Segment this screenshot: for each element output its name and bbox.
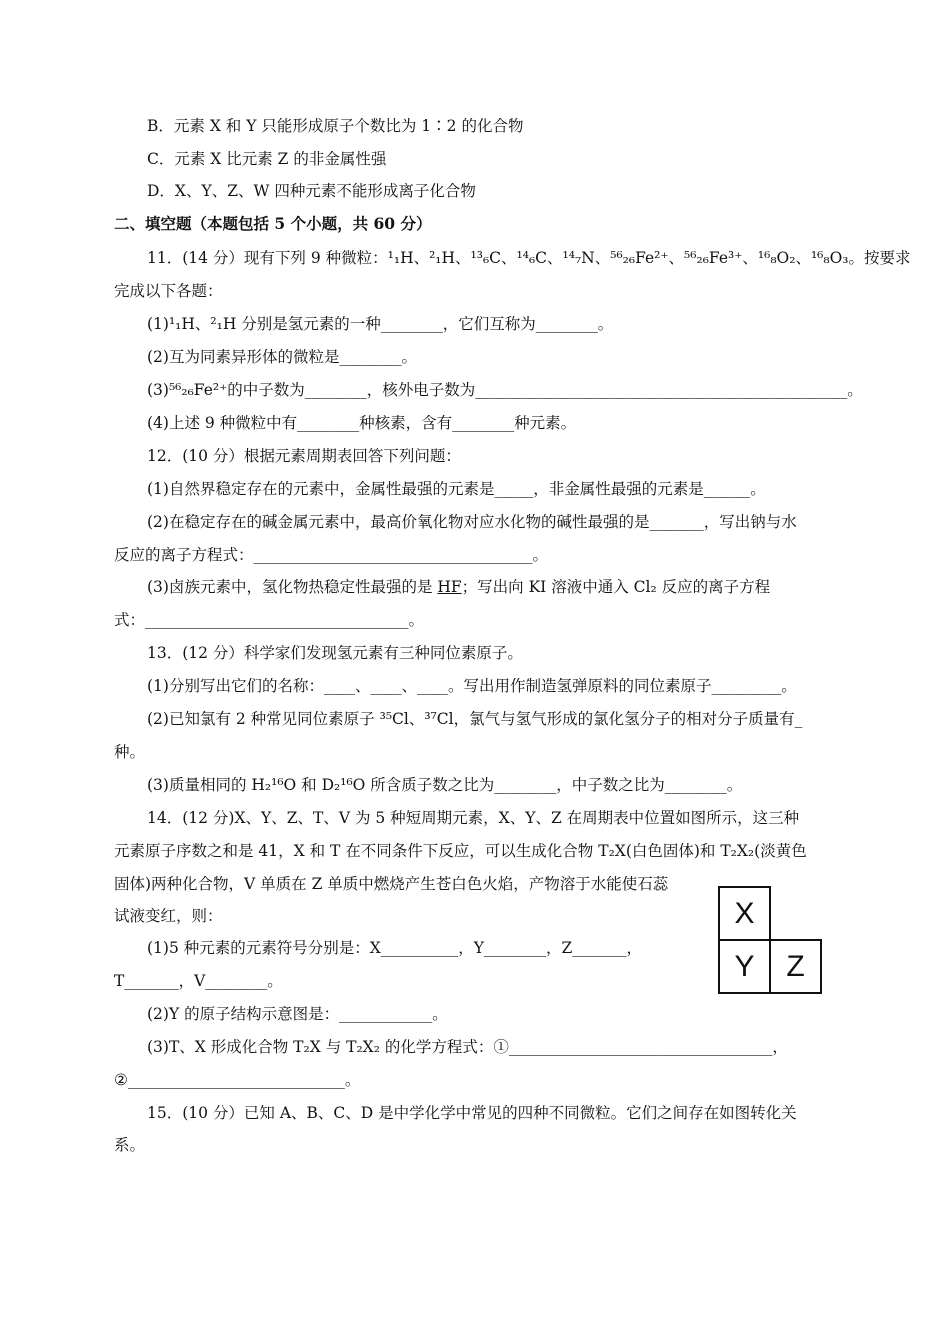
q15-stem: 15．(10 分）已知 A、B、C、D 是中学化学中常见的四种不同微粒。它们之间存在如图转化关	[147, 1104, 797, 1122]
q14-part2: (2)Y 的原子结构示意图是：____________。	[147, 1005, 448, 1023]
q14-stem-l3: 固体)两种化合物，V 单质在 Z 单质中燃烧产生苍白色火焰，产物溶于水能使石蕊	[114, 875, 669, 893]
q11-part4: (4)上述 9 种微粒中有________种核素，含有________种元素。	[147, 414, 577, 432]
q11-part3: (3)⁵⁶₂₆Fe²⁺的中子数为________，核外电子数为________________________________________________。	[147, 381, 863, 399]
q14-part3-cont: ②____________________________。	[114, 1071, 361, 1089]
q12-part2-cont: 反应的离子方程式：____________________________________。	[114, 546, 549, 564]
q13-part1: (1)分别写出它们的名称：____、____、____。写出用作制造氢弹原料的同位素原子_________。	[147, 677, 797, 695]
q11-part2: (2)互为同素异形体的微粒是________。	[147, 348, 417, 366]
q14-part1-cont: T_______，V________。	[114, 972, 283, 990]
periodic-position-diagram	[718, 886, 824, 996]
q12-part3-post: ；写出向 KI 溶液中通入 Cl₂ 反应的离子方程	[461, 578, 771, 596]
q12-part1: (1)自然界稳定存在的元素中，金属性最强的元素是_____，非金属性最强的元素是______。	[147, 480, 766, 498]
q12-stem: 12．(10 分）根据元素周期表回答下列问题：	[147, 447, 461, 465]
q14-part1: (1)5 种元素的元素符号分别是：X__________，Y________，Z_______，	[147, 939, 643, 957]
q11-stem-cont: 完成以下各题：	[114, 282, 223, 300]
q14-stem: 14．(12 分)X、Y、Z、T、V 为 5 种短周期元素，X、Y、Z 在周期表中位置如图所示，这三种	[147, 809, 800, 827]
q12-part3	[147, 577, 770, 597]
q13-part2: (2)已知氯有 2 种常见同位素原子 ³⁵Cl、³⁷Cl，氯气与氢气形成的氯化氢分子的相对分子质量有_	[147, 710, 803, 728]
q14-stem-l2: 元素原子序数之和是 41，X 和 T 在不同条件下反应，可以生成化合物 T₂X(白色固体)和 T₂X₂(淡黄色	[114, 842, 807, 860]
option-d: D．X、Y、Z、W 四种元素不能形成离子化合物	[147, 182, 476, 200]
cell-y: Y	[718, 939, 771, 994]
q14-part3: (3)T、X 形成化合物 T₂X 与 T₂X₂ 的化学方程式：①__________________________________，	[147, 1038, 788, 1056]
q13-part3: (3)质量相同的 H₂¹⁶O 和 D₂¹⁶O 所含质子数之比为________，中子数之比为________。	[147, 776, 743, 794]
q11-stem: 11．(14 分）现有下列 9 种微粒：¹₁H、²₁H、¹³₆C、¹⁴₆C、¹⁴₇N、⁵⁶₂₆Fe²⁺、⁵⁶₂₆Fe³⁺、¹⁶₈O₂、¹⁶₈O₃。按要求	[147, 249, 911, 267]
option-b: B．元素 X 和 Y 只能形成原子个数比为 1∶2 的化合物	[147, 117, 524, 135]
section-title: 二、填空题（本题包括 5 个小题，共 60 分）	[114, 214, 432, 233]
cell-x: X	[718, 886, 771, 941]
answer-hf: HF	[437, 578, 462, 596]
q14-stem-l4: 试液变红，则：	[114, 907, 223, 925]
q13-stem: 13．(12 分）科学家们发现氢元素有三种同位素原子。	[147, 644, 523, 662]
option-c: C．元素 X 比元素 Z 的非金属性强	[147, 150, 387, 168]
q15-stem-cont: 系。	[114, 1136, 146, 1154]
q12-part3-pre: (3)卤族元素中，氢化物热稳定性最强的是	[147, 578, 438, 596]
cell-z: Z	[769, 939, 822, 994]
q12-part3-cont: 式：__________________________________。	[114, 611, 425, 629]
q13-part2-cont: 种。	[114, 743, 146, 761]
q12-part2: (2)在稳定存在的碱金属元素中，最高价氧化物对应水化物的碱性最强的是_______，写出钠与水	[147, 513, 797, 531]
q11-part1: (1)¹₁H、²₁H 分别是氢元素的一种________，它们互称为________。	[147, 315, 614, 333]
